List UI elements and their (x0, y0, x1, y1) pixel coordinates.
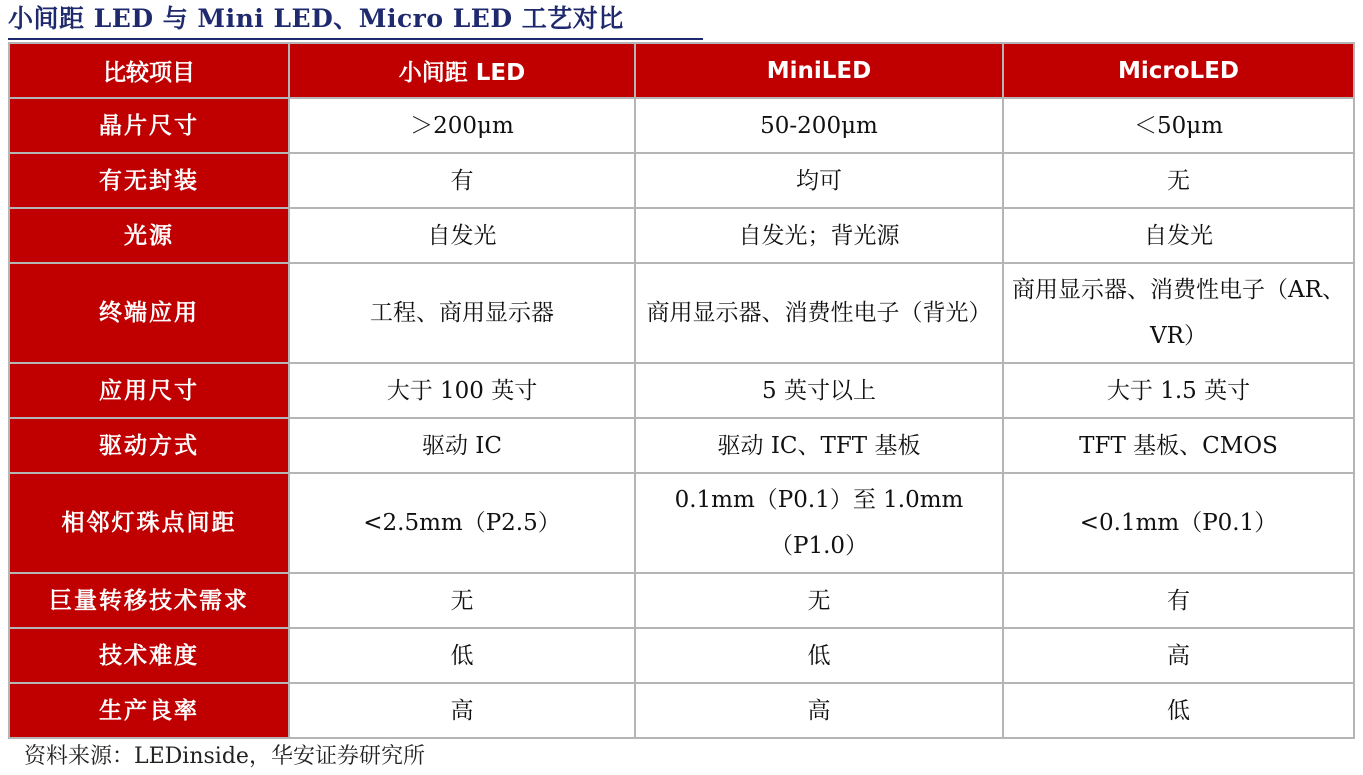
table-row (9, 363, 1354, 418)
table-cell: ＜50μm (1003, 98, 1354, 153)
table-cell: 高 (289, 683, 635, 738)
row-label: 相邻灯珠点间距 (9, 473, 289, 573)
row-label: 技术难度 (9, 628, 289, 683)
row-label: 晶片尺寸 (9, 98, 289, 153)
table-cell: 高 (1003, 628, 1354, 683)
table-cell: 低 (289, 628, 635, 683)
table-cell: <0.1mm（P0.1） (1003, 473, 1354, 573)
table-cell: 自发光；背光源 (635, 208, 1003, 263)
table-cell: 有 (289, 153, 635, 208)
table-row (9, 208, 1354, 263)
header-cell-item: 比较项目 (9, 43, 289, 98)
table-cell: 低 (1003, 683, 1354, 738)
row-label: 终端应用 (9, 263, 289, 363)
table-cell: 高 (635, 683, 1003, 738)
row-label: 生产良率 (9, 683, 289, 738)
table-cell: 驱动 IC、TFT 基板 (635, 418, 1003, 473)
row-label: 驱动方式 (9, 418, 289, 473)
table-cell: 有 (1003, 573, 1354, 628)
page-title: 小间距 LED 与 Mini LED、Micro LED 工艺对比 (8, 4, 624, 33)
table-cell: ＞200μm (289, 98, 635, 153)
table-row (9, 473, 1354, 573)
row-label: 应用尺寸 (9, 363, 289, 418)
table-cell: 无 (1003, 153, 1354, 208)
table-cell: <2.5mm（P2.5） (289, 473, 635, 573)
table-row (9, 628, 1354, 683)
comparison-table (8, 42, 1355, 739)
table-cell: 50-200μm (635, 98, 1003, 153)
table-cell: 驱动 IC (289, 418, 635, 473)
table-row (9, 573, 1354, 628)
table-cell: 0.1mm（P0.1）至 1.0mm（P1.0） (635, 473, 1003, 573)
table-cell: 大于 1.5 英寸 (1003, 363, 1354, 418)
table-cell: 自发光 (1003, 208, 1354, 263)
row-label: 有无封装 (9, 153, 289, 208)
table-row (9, 98, 1354, 153)
header-cell-small-pitch: 小间距 LED (289, 43, 635, 98)
table-cell: 商用显示器、消费性电子（背光） (635, 263, 1003, 363)
table-cell: 无 (635, 573, 1003, 628)
table-cell: 大于 100 英寸 (289, 363, 635, 418)
title-underline (8, 38, 703, 40)
row-label: 巨量转移技术需求 (9, 573, 289, 628)
table-row (9, 418, 1354, 473)
table-cell: 5 英寸以上 (635, 363, 1003, 418)
table-row (9, 263, 1354, 363)
table-cell: TFT 基板、CMOS (1003, 418, 1354, 473)
table-cell: 低 (635, 628, 1003, 683)
table-cell: 无 (289, 573, 635, 628)
table-cell: 商用显示器、消费性电子（AR、VR） (1003, 263, 1354, 363)
source-note: 资料来源：LEDinside，华安证券研究所 (24, 744, 425, 769)
table-cell: 均可 (635, 153, 1003, 208)
table-row (9, 683, 1354, 738)
table-row (9, 153, 1354, 208)
header-cell-miniled: MiniLED (635, 43, 1003, 98)
header-cell-microled: MicroLED (1003, 43, 1354, 98)
header-row (9, 43, 1354, 98)
table-cell: 自发光 (289, 208, 635, 263)
table-cell: 工程、商用显示器 (289, 263, 635, 363)
row-label: 光源 (9, 208, 289, 263)
